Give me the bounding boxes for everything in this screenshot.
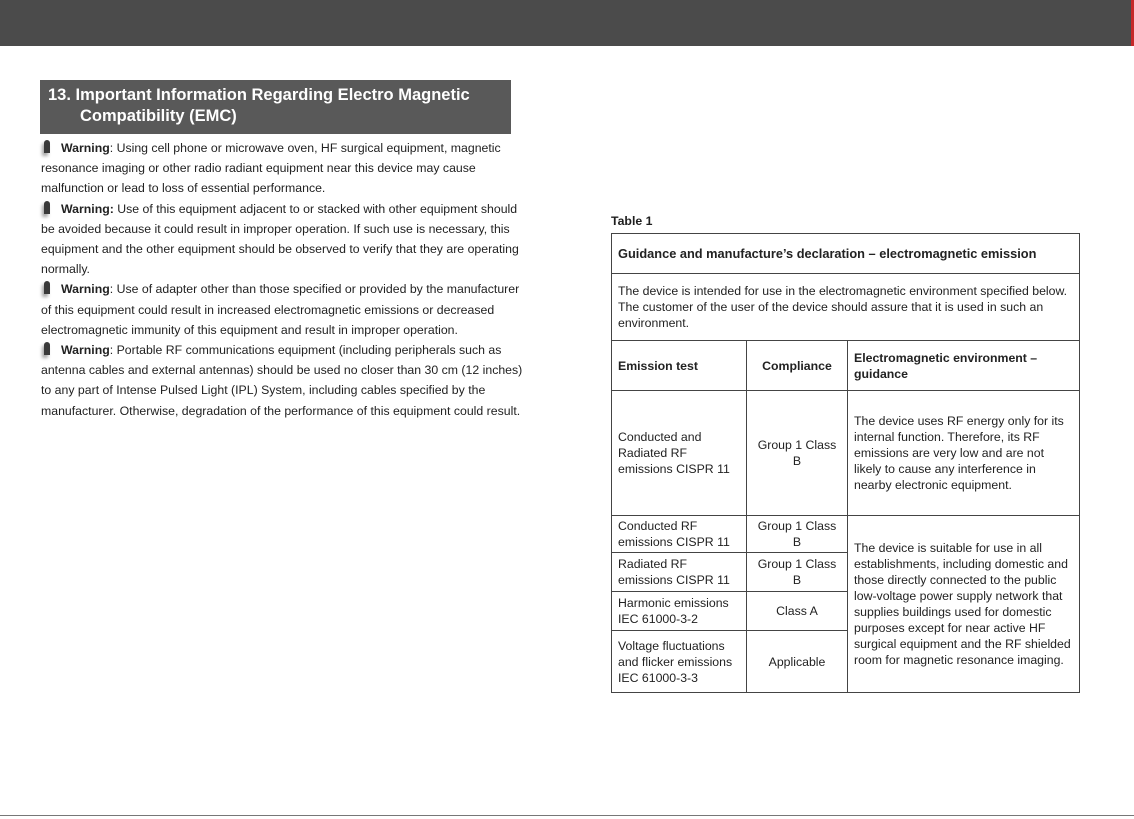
table-intro: The device is intended for use in the electromagnetic environment specified below. The customer of the user of the device should assure that it is used in such an environment. (612, 274, 1080, 341)
compliance-cell: Applicable (747, 631, 848, 693)
caution-icon (41, 140, 53, 153)
top-bar (0, 0, 1134, 46)
compliance-cell: Class A (747, 592, 848, 631)
environment-guidance-cell: The device uses RF energy only for its internal function. Therefore, its RF emissions are very low and are not likely to cause any interference in nearby electronic equipment. (848, 391, 1080, 516)
emission-test-cell: Harmonic emissions IEC 61000-3-2 (612, 592, 747, 631)
warning-separator: : (109, 282, 114, 297)
warning-paragraph (41, 138, 523, 199)
warning-text: Use of adapter other than those specified or provided by the manufacturer of this equipment could result in increased electromagnetic emissions or decreased electromagnetic immunity of this equipment and result in improper operation. (41, 282, 520, 337)
emission-test-cell: Conducted and Radiated RF emissions CISPR 11 (612, 391, 747, 516)
warning-label: Warning: (61, 201, 114, 216)
warning-text: Use of this equipment adjacent to or stacked with other equipment should be avoided because it could result in improper operation. If such use is necessary, this equipment and the other equipment should be observed to verify that they are operating normally. (41, 201, 519, 277)
warning-separator: : (109, 141, 114, 155)
table-caption: Table 1 (611, 214, 653, 228)
emission-test-cell: Voltage fluctuations and flicker emissions IEC 61000-3-3 (612, 631, 747, 693)
warning-label: Warning (61, 343, 110, 358)
warning-paragraph (41, 340, 523, 421)
warning-text: Using cell phone or microwave oven, HF surgical equipment, magnetic resonance imaging or other radio radiant equipment near this device may cause malfunction or lead to loss of essential performance. (41, 141, 501, 196)
warning-label: Warning (61, 282, 110, 297)
caution-icon (41, 201, 53, 214)
warning-separator: : (109, 343, 114, 358)
compliance-cell: Group 1 Class B (747, 553, 848, 592)
table-title: Guidance and manufacture’s declaration – electromagnetic emission (612, 234, 1080, 274)
section-title-line2: Compatibility (EMC) (80, 107, 237, 125)
header-environment-guidance: Electromagnetic environment – guidance (848, 341, 1080, 391)
emission-test-cell: Radiated RF emissions CISPR 11 (612, 553, 747, 592)
emission-test-cell: Conducted RF emissions CISPR 11 (612, 516, 747, 553)
warning-paragraph (41, 279, 523, 340)
compliance-cell: Group 1 Class B (747, 516, 848, 553)
caution-icon (41, 281, 53, 294)
environment-guidance-cell: The device is suitable for use in all establishments, including domestic and those directly connected to the public low-voltage power supply network that supplies buildings used for domestic purposes except for near active HF surgical equipment and the RF shielded room for magnetic resonance imaging. (848, 516, 1080, 693)
header-compliance: Compliance (747, 341, 848, 391)
table-row (612, 391, 1080, 516)
warning-label: Warning (61, 141, 110, 155)
emc-emission-table (611, 233, 1080, 693)
table-row (612, 516, 1080, 553)
bottom-rule (0, 815, 1134, 816)
section-title-line1: 13. Important Information Regarding Electro Magnetic (48, 86, 470, 104)
warning-text: Portable RF communications equipment (including peripherals such as antenna cables and external antennas) should be used no closer than 30 cm (12 inches) to any part of Intense Pulsed Light (IPL) System, including cables specified by the manufacturer. Otherwise, degradation of the performance of this equipment could result. (41, 343, 523, 418)
warnings-block (41, 138, 523, 421)
section-heading (40, 80, 511, 134)
header-emission-test: Emission test (612, 341, 747, 391)
compliance-cell: Group 1 Class B (747, 391, 848, 516)
caution-icon (41, 342, 53, 355)
warning-paragraph (41, 199, 523, 280)
